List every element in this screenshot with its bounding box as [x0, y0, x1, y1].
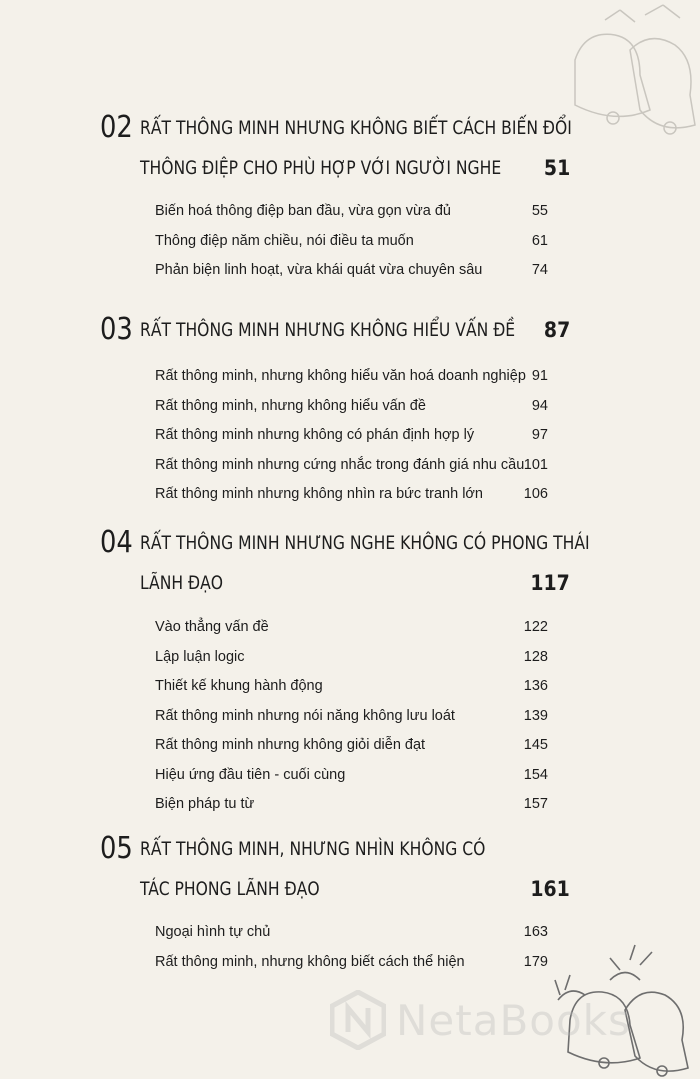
entry-page-number: 145: [523, 737, 548, 753]
entry-page-number: 136: [523, 678, 548, 694]
toc-entry: [100, 480, 570, 510]
watermark-text: NetaBooks: [396, 995, 631, 1045]
entry-title: Phản biện linh hoạt, vừa khái quát vừa chuyên sâu: [155, 262, 483, 278]
chapter-title-line: THÔNG ĐIỆP CHO PHÙ HỢP VỚI NGƯỜI NGHE: [140, 157, 502, 179]
entry-page-number: 106: [523, 486, 548, 502]
entry-title: Thiết kế khung hành động: [155, 678, 323, 694]
entry-title: Rất thông minh nhưng không giỏi diễn đạt: [155, 737, 426, 753]
chapter-02: [100, 108, 570, 286]
entry-title: Hiệu ứng đầu tiên - cuối cùng: [155, 766, 346, 783]
chapter-heading-continued: [100, 869, 570, 909]
chapter-title-line: RẤT THÔNG MINH NHƯNG KHÔNG HIỂU VẤN ĐỀ: [140, 319, 516, 341]
toc-entry: [100, 761, 570, 791]
entry-page-number: 139: [523, 707, 548, 724]
entry-page-number: 179: [523, 953, 548, 970]
toc-entry: [100, 702, 570, 732]
chapter-number: 04: [100, 525, 133, 560]
entry-page-number: 101: [523, 456, 548, 473]
chapter-page-number: 161: [530, 877, 570, 901]
entry-title: Rất thông minh, nhưng không hiểu văn hoá doanh nghiệp: [155, 368, 526, 384]
chapter-heading: [100, 108, 570, 148]
entry-page-number: 157: [523, 796, 548, 812]
toc-entry: [100, 421, 570, 451]
chapter-title-line: TÁC PHONG LÃNH ĐẠO: [140, 878, 320, 900]
entry-title: Rất thông minh nhưng không có phán định hợp lý: [155, 427, 475, 443]
entry-title: Biến hoá thông điệp ban đầu, vừa gọn vừa đủ: [155, 203, 451, 219]
netabooks-logo-icon: [330, 990, 386, 1050]
chapter-title-line: RẤT THÔNG MINH NHƯNG KHÔNG BIẾT CÁCH BIẾN ĐỔI: [140, 117, 572, 139]
entry-page-number: 91: [531, 368, 548, 384]
entry-page-number: 55: [531, 203, 548, 219]
chapter-heading-continued: [100, 148, 570, 188]
toc-entry: [100, 362, 570, 392]
entry-page-number: 61: [531, 232, 548, 249]
entry-title: Biện pháp tu từ: [155, 796, 255, 812]
chapter-04: [100, 523, 590, 820]
toc-entry: [100, 613, 570, 643]
entry-page-number: 74: [531, 262, 548, 278]
entry-title: Rất thông minh nhưng cứng nhắc trong đánh giá nhu cầu: [155, 456, 525, 473]
toc-entry: [100, 672, 570, 702]
chapter-number: 03: [100, 312, 133, 347]
toc-entry: [100, 256, 570, 286]
entry-title: Vào thẳng vấn đề: [155, 619, 269, 635]
section-list: [100, 613, 570, 820]
chapter-page-number: 51: [543, 156, 570, 180]
chapter-heading: [100, 310, 570, 350]
toc-entry: [100, 918, 570, 948]
chapter-number: 02: [100, 110, 133, 145]
entry-page-number: 128: [523, 648, 548, 665]
entry-title: Lập luận logic: [155, 648, 245, 665]
section-list: [100, 197, 570, 286]
entry-title: Ngoại hình tự chủ: [155, 924, 271, 940]
chapter-page-number: 117: [530, 571, 570, 595]
chapter-heading: [100, 523, 590, 563]
entry-page-number: 94: [531, 397, 548, 414]
entry-title: Rất thông minh, nhưng không biết cách thể hiện: [155, 953, 465, 970]
entry-page-number: 97: [531, 427, 548, 443]
chapter-heading: [100, 829, 570, 869]
toc-entry: [100, 451, 570, 481]
chapter-title-line: RẤT THÔNG MINH, NHƯNG NHÌN KHÔNG CÓ: [140, 838, 486, 860]
entry-title: Rất thông minh nhưng nói năng không lưu loát: [155, 707, 455, 724]
toc-entry: [100, 731, 570, 761]
chapter-title-line: LÃNH ĐẠO: [140, 572, 224, 594]
chapter-title-line: RẤT THÔNG MINH NHƯNG NGHE KHÔNG CÓ PHONG THÁI: [140, 532, 590, 554]
watermark: [330, 990, 631, 1050]
entry-page-number: 154: [523, 766, 548, 783]
chapter-page-number: 87: [543, 318, 570, 342]
entry-page-number: 122: [523, 619, 548, 635]
chapter-03: [100, 310, 570, 510]
toc-entry: [100, 643, 570, 673]
entry-page-number: 163: [523, 924, 548, 940]
toc-entry: [100, 197, 570, 227]
entry-title: Thông điệp năm chiều, nói điều ta muốn: [155, 232, 414, 249]
toc-entry: [100, 790, 570, 820]
section-list: [100, 362, 570, 510]
chapter-05: [100, 829, 570, 977]
chapter-number: 05: [100, 831, 133, 866]
toc-entry: [100, 392, 570, 422]
entry-title: Rất thông minh nhưng không nhìn ra bức tranh lớn: [155, 486, 483, 502]
chapter-heading-continued: [100, 563, 570, 603]
toc-entry: [100, 948, 570, 978]
section-list: [100, 918, 570, 977]
entry-title: Rất thông minh, nhưng không hiểu vấn đề: [155, 397, 426, 414]
toc-entry: [100, 227, 570, 257]
